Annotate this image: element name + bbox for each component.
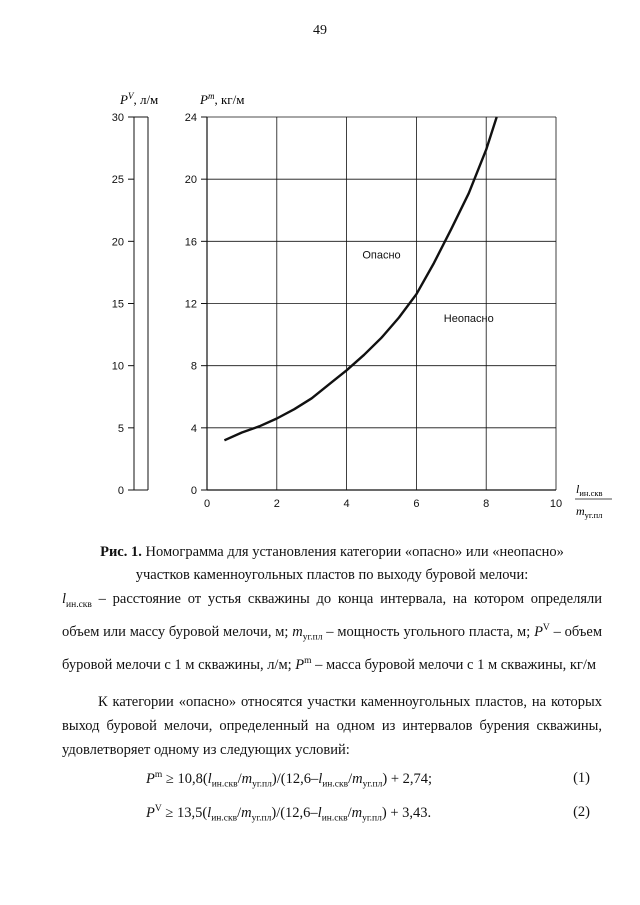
left-tick-label: 20 [111, 236, 124, 249]
right-tick-label: 16 [184, 236, 197, 249]
figure-legend: $l_{ин.скв}$ – расстояние от устья скважины до конца интервала, на котором определяли объем или массу буровой мелочи, м; $m_{уг.пл}$ – мощность угольного пласта, м; $P^V$ – объем буровой мелочи с 1 м скважины, л/м; $P^m$ – масса буровой мелочи с 1 м скважины, кг/м [62, 591, 602, 673]
right-axis-ticks [185, 112, 207, 497]
right-tick-label: 0 [190, 485, 197, 497]
right-axis-label: $P^m$, кг/м [200, 91, 245, 107]
left-axis-ticks [112, 112, 134, 497]
left-tick-label: 25 [111, 174, 124, 187]
chart-grid [207, 117, 556, 490]
right-tick-label: 8 [190, 360, 197, 373]
right-tick-label: 4 [190, 422, 197, 435]
formula-1: $P^m \ge 10,8(l_{ин.скв}/m_{уг.пл})/(12,6-l_{ин.скв}/m_{уг.пл}) + 2,74$; (1) [146, 770, 590, 790]
left-tick-label: 15 [111, 298, 124, 311]
left-tick-label: 5 [117, 422, 124, 435]
figure-label: Рис. 1. [100, 544, 142, 560]
formula-2: $P^V \ge 13,5(l_{ин.скв}/m_{уг.пл})/(12,6-l_{ин.скв}/m_{уг.пл}) + 3,43$. (2) [146, 804, 590, 824]
x-tick-label: 2 [273, 498, 280, 510]
x-tick-label: 8 [483, 498, 490, 510]
right-tick-label: 12 [184, 298, 197, 311]
x-tick-label: 6 [413, 498, 420, 510]
x-axis-label [575, 482, 612, 520]
right-tick-label: 20 [184, 174, 197, 187]
annotation-dangerous: Опасно [362, 249, 401, 262]
left-tick-label: 0 [117, 485, 124, 497]
formula-number: (2) [573, 804, 590, 820]
right-tick-label: 24 [184, 112, 197, 124]
left-tick-label: 10 [111, 360, 124, 373]
x-tick-label: 4 [343, 498, 350, 510]
svg-text:mуг.пл: $m_{уг.пл}$ [576, 504, 603, 520]
figure-caption-title: Рис. 1. Номограмма для установления категории «опасно» или «неопасно» участков каменноугольных пластов по выходу буровой мелочи: [100, 544, 564, 583]
left-scale-bar [134, 117, 148, 490]
page-number: 49 [313, 23, 327, 38]
x-axis-ticks [204, 498, 562, 510]
formula-number: (1) [573, 770, 590, 786]
left-axis-label: $P^V$, л/м [120, 91, 159, 107]
x-tick-label: 10 [549, 498, 563, 510]
annotation-safe: Неопасно [443, 313, 494, 326]
left-tick-label: 30 [111, 112, 124, 124]
svg-text:lин.скв: $l_{ин.скв}$ [576, 482, 603, 498]
boundary-curve [224, 117, 496, 440]
x-tick-label: 0 [203, 498, 211, 510]
body-paragraph: К категории «опасно» относятся участки каменноугольных пластов, на которых выход буровой мелочи, определенный на одном из интервалов бурения скважины, удовлетворяет одному из следующих условий: [62, 694, 602, 758]
